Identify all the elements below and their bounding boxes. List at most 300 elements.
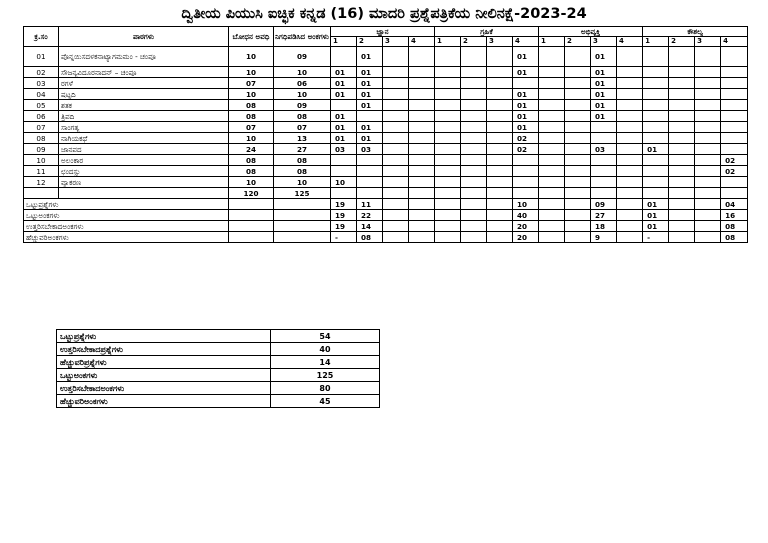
blueprint-cell bbox=[669, 111, 695, 122]
blueprint-cell: 01 bbox=[331, 133, 357, 144]
subcol-2-2: 2 bbox=[461, 37, 487, 47]
blueprint-cell: 01 bbox=[513, 89, 539, 100]
overall-row bbox=[57, 382, 380, 395]
header-row-groups bbox=[24, 27, 748, 37]
blueprint-cell bbox=[383, 155, 409, 166]
empty-cell bbox=[274, 232, 331, 243]
col-teaching-periods: ಬೋಧನ ಅವಧಿ bbox=[229, 27, 274, 47]
row-lesson-name: ತ್ರಿಪದಿ bbox=[59, 111, 229, 122]
overall-value: 80 bbox=[271, 382, 380, 395]
empty-cell bbox=[409, 188, 435, 199]
blueprint-cell bbox=[487, 232, 513, 243]
blueprint-cell: 27 bbox=[591, 210, 617, 221]
blueprint-cell bbox=[461, 100, 487, 111]
blueprint-cell bbox=[643, 78, 669, 89]
blueprint-cell bbox=[565, 199, 591, 210]
blueprint-cell bbox=[591, 155, 617, 166]
row-serial: 10 bbox=[24, 155, 59, 166]
blueprint-cell bbox=[565, 100, 591, 111]
blueprint-cell: 16 bbox=[721, 210, 748, 221]
blueprint-cell: 01 bbox=[513, 111, 539, 122]
blueprint-cell bbox=[669, 155, 695, 166]
blueprint-cell bbox=[383, 232, 409, 243]
subcol-3-3: 3 bbox=[591, 37, 617, 47]
blueprint-cell bbox=[565, 111, 591, 122]
row-marks: 10 bbox=[274, 89, 331, 100]
blueprint-cell: - bbox=[331, 232, 357, 243]
row-periods: 08 bbox=[229, 111, 274, 122]
blueprint-cell bbox=[695, 177, 721, 188]
table-row bbox=[24, 111, 748, 122]
blueprint-cell bbox=[539, 133, 565, 144]
blueprint-cell: 11 bbox=[357, 199, 383, 210]
totals-row bbox=[24, 188, 748, 199]
blueprint-cell bbox=[357, 155, 383, 166]
empty-cell bbox=[24, 188, 59, 199]
blueprint-cell: 01 bbox=[591, 89, 617, 100]
blueprint-cell bbox=[565, 232, 591, 243]
blueprint-cell bbox=[617, 166, 643, 177]
row-serial: 06 bbox=[24, 111, 59, 122]
blueprint-cell bbox=[721, 67, 748, 78]
blueprint-cell bbox=[539, 111, 565, 122]
summary-row bbox=[24, 199, 748, 210]
overall-value: 125 bbox=[271, 369, 380, 382]
row-lesson-name: ಪೊನ್ನಯಿಸದಳಕನಾಟ್ಯಾಗಮಮಂ - ಚಂಪೂ bbox=[59, 47, 229, 67]
blueprint-cell bbox=[331, 47, 357, 67]
empty-cell bbox=[274, 210, 331, 221]
row-lesson-name: ಷಟ್ಪದಿ bbox=[59, 89, 229, 100]
empty-cell bbox=[617, 188, 643, 199]
blueprint-cell: 01 bbox=[357, 89, 383, 100]
row-lesson-name: ಶತಕ bbox=[59, 100, 229, 111]
blueprint-cell: 02 bbox=[513, 133, 539, 144]
blueprint-cell bbox=[669, 78, 695, 89]
blueprint-cell bbox=[695, 210, 721, 221]
empty-cell bbox=[229, 221, 274, 232]
row-serial: 08 bbox=[24, 133, 59, 144]
blueprint-cell bbox=[513, 166, 539, 177]
blueprint-cell bbox=[695, 155, 721, 166]
blueprint-cell bbox=[721, 133, 748, 144]
blueprint-cell: 10 bbox=[331, 177, 357, 188]
blueprint-cell bbox=[357, 177, 383, 188]
blueprint-cell bbox=[695, 67, 721, 78]
row-lesson-name: ಅಲಂಕಾರ bbox=[59, 155, 229, 166]
blueprint-cell bbox=[669, 89, 695, 100]
blueprint-table bbox=[23, 26, 748, 243]
blueprint-cell bbox=[435, 78, 461, 89]
overall-value: 45 bbox=[271, 395, 380, 408]
blueprint-cell bbox=[617, 133, 643, 144]
blueprint-cell bbox=[331, 155, 357, 166]
blueprint-cell bbox=[435, 155, 461, 166]
blueprint-cell bbox=[539, 166, 565, 177]
blueprint-cell bbox=[695, 232, 721, 243]
row-marks: 06 bbox=[274, 78, 331, 89]
blueprint-cell bbox=[617, 78, 643, 89]
blueprint-cell: 08 bbox=[357, 232, 383, 243]
blueprint-cell: 01 bbox=[513, 100, 539, 111]
table-row bbox=[24, 100, 748, 111]
row-periods: 10 bbox=[229, 47, 274, 67]
subcol-4-1: 1 bbox=[643, 37, 669, 47]
blueprint-cell bbox=[669, 221, 695, 232]
blueprint-cell bbox=[539, 122, 565, 133]
empty-cell bbox=[274, 199, 331, 210]
row-serial: 02 bbox=[24, 67, 59, 78]
blueprint-cell bbox=[539, 67, 565, 78]
blueprint-cell bbox=[643, 122, 669, 133]
blueprint-cell: 20 bbox=[513, 232, 539, 243]
blueprint-cell bbox=[669, 100, 695, 111]
row-periods: 08 bbox=[229, 155, 274, 166]
blueprint-cell bbox=[643, 67, 669, 78]
blueprint-cell: 01 bbox=[591, 100, 617, 111]
blueprint-cell bbox=[721, 100, 748, 111]
row-serial: 07 bbox=[24, 122, 59, 133]
blueprint-cell bbox=[695, 100, 721, 111]
summary-table bbox=[56, 329, 380, 408]
blueprint-cell: 03 bbox=[331, 144, 357, 155]
blueprint-cell bbox=[383, 177, 409, 188]
row-lesson-name: ರಗಳೆ bbox=[59, 78, 229, 89]
blueprint-cell bbox=[565, 122, 591, 133]
blueprint-cell bbox=[669, 47, 695, 67]
blueprint-cell bbox=[487, 155, 513, 166]
blueprint-cell bbox=[721, 78, 748, 89]
row-marks: 08 bbox=[274, 111, 331, 122]
table-row bbox=[24, 78, 748, 89]
blueprint-cell: 01 bbox=[357, 100, 383, 111]
blueprint-cell: 03 bbox=[591, 144, 617, 155]
blueprint-cell bbox=[435, 111, 461, 122]
blueprint-cell: 01 bbox=[331, 122, 357, 133]
blueprint-cell: 01 bbox=[357, 47, 383, 67]
group-understanding: ಗ್ರಹಿಕೆ bbox=[435, 27, 539, 37]
row-serial: 12 bbox=[24, 177, 59, 188]
empty-cell bbox=[643, 188, 669, 199]
table-row bbox=[24, 133, 748, 144]
row-periods: 24 bbox=[229, 144, 274, 155]
blueprint-cell: 09 bbox=[591, 199, 617, 210]
blueprint-cell: 02 bbox=[513, 144, 539, 155]
table-row bbox=[24, 47, 748, 67]
blueprint-cell bbox=[617, 122, 643, 133]
blueprint-cell bbox=[383, 133, 409, 144]
blueprint-cell bbox=[695, 89, 721, 100]
empty-cell bbox=[331, 188, 357, 199]
row-periods: 07 bbox=[229, 122, 274, 133]
blueprint-cell bbox=[721, 89, 748, 100]
empty-cell bbox=[487, 188, 513, 199]
blueprint-cell: 22 bbox=[357, 210, 383, 221]
blueprint-cell bbox=[669, 133, 695, 144]
blueprint-cell bbox=[695, 78, 721, 89]
blueprint-cell bbox=[487, 78, 513, 89]
blueprint-cell bbox=[617, 47, 643, 67]
row-marks: 07 bbox=[274, 122, 331, 133]
blueprint-cell bbox=[643, 100, 669, 111]
empty-cell bbox=[461, 188, 487, 199]
blueprint-cell bbox=[409, 155, 435, 166]
blueprint-cell: 01 bbox=[643, 221, 669, 232]
empty-cell bbox=[229, 199, 274, 210]
blueprint-cell bbox=[565, 210, 591, 221]
blueprint-cell bbox=[617, 177, 643, 188]
row-marks: 08 bbox=[274, 166, 331, 177]
row-periods: 10 bbox=[229, 67, 274, 78]
blueprint-cell: 01 bbox=[591, 47, 617, 67]
blueprint-cell bbox=[461, 111, 487, 122]
blueprint-cell bbox=[617, 232, 643, 243]
blueprint-cell bbox=[461, 155, 487, 166]
blueprint-cell bbox=[461, 78, 487, 89]
blueprint-cell bbox=[461, 47, 487, 67]
summary-label: ಉತ್ತರಿಸಬೇಕಾದಅಂಕಗಳು bbox=[24, 221, 229, 232]
blueprint-cell bbox=[487, 100, 513, 111]
row-serial: 01 bbox=[24, 47, 59, 67]
overall-row bbox=[57, 356, 380, 369]
blueprint-cell bbox=[383, 221, 409, 232]
blueprint-cell bbox=[565, 144, 591, 155]
blueprint-cell bbox=[539, 100, 565, 111]
subcol-1-1: 1 bbox=[331, 37, 357, 47]
blueprint-cell bbox=[461, 166, 487, 177]
blueprint-cell bbox=[383, 47, 409, 67]
blueprint-cell bbox=[643, 47, 669, 67]
blueprint-cell bbox=[487, 47, 513, 67]
blueprint-cell bbox=[487, 67, 513, 78]
blueprint-cell bbox=[331, 100, 357, 111]
row-marks: 08 bbox=[274, 155, 331, 166]
empty-cell bbox=[383, 188, 409, 199]
blueprint-cell bbox=[461, 177, 487, 188]
overall-row bbox=[57, 343, 380, 356]
blueprint-cell bbox=[617, 111, 643, 122]
blueprint-cell bbox=[721, 47, 748, 67]
blueprint-cell bbox=[409, 133, 435, 144]
row-periods: 08 bbox=[229, 166, 274, 177]
blueprint-cell bbox=[409, 47, 435, 67]
summary-row bbox=[24, 210, 748, 221]
table-row bbox=[24, 144, 748, 155]
blueprint-cell bbox=[721, 122, 748, 133]
blueprint-cell bbox=[565, 177, 591, 188]
blueprint-cell bbox=[565, 47, 591, 67]
table-row bbox=[24, 177, 748, 188]
blueprint-cell bbox=[409, 100, 435, 111]
blueprint-cell bbox=[383, 100, 409, 111]
blueprint-cell: 08 bbox=[721, 221, 748, 232]
blueprint-cell bbox=[565, 67, 591, 78]
blueprint-cell bbox=[487, 111, 513, 122]
row-serial: 04 bbox=[24, 89, 59, 100]
blueprint-cell bbox=[539, 210, 565, 221]
blueprint-cell: 14 bbox=[357, 221, 383, 232]
blueprint-cell bbox=[695, 47, 721, 67]
blueprint-cell: 03 bbox=[357, 144, 383, 155]
blueprint-cell bbox=[435, 67, 461, 78]
blueprint-cell bbox=[461, 67, 487, 78]
empty-cell bbox=[59, 188, 229, 199]
row-lesson-name: ಜಾನಪದ bbox=[59, 144, 229, 155]
blueprint-cell: 9 bbox=[591, 232, 617, 243]
blueprint-cell: 04 bbox=[721, 199, 748, 210]
subcol-4-3: 3 bbox=[695, 37, 721, 47]
blueprint-cell bbox=[695, 144, 721, 155]
empty-cell bbox=[435, 188, 461, 199]
blueprint-cell bbox=[669, 67, 695, 78]
blueprint-cell: 01 bbox=[331, 111, 357, 122]
subcol-3-2: 2 bbox=[565, 37, 591, 47]
row-serial: 11 bbox=[24, 166, 59, 177]
blueprint-cell bbox=[487, 144, 513, 155]
row-periods: 10 bbox=[229, 89, 274, 100]
blueprint-cell: 01 bbox=[513, 122, 539, 133]
row-lesson-name: ಛಂದಸ್ಸು bbox=[59, 166, 229, 177]
table-row bbox=[24, 89, 748, 100]
group-expression: ಅಭಿವ್ಯಕ್ತಿ bbox=[539, 27, 643, 37]
col-alloted-marks: ನಿಗಧಿಪಡಿಸಿದ ಅಂಕಗಳು bbox=[274, 27, 331, 47]
blueprint-cell: 19 bbox=[331, 199, 357, 210]
subcol-1-4: 4 bbox=[409, 37, 435, 47]
summary-label: ಒಟ್ಟುಪ್ರಶ್ನೆಗಳು bbox=[24, 199, 229, 210]
blueprint-cell bbox=[669, 177, 695, 188]
blueprint-cell bbox=[669, 199, 695, 210]
row-serial: 09 bbox=[24, 144, 59, 155]
blueprint-cell bbox=[695, 166, 721, 177]
overall-row bbox=[57, 330, 380, 343]
blueprint-cell bbox=[461, 89, 487, 100]
blueprint-cell bbox=[487, 210, 513, 221]
blueprint-cell: 02 bbox=[721, 166, 748, 177]
blueprint-cell bbox=[383, 67, 409, 78]
blueprint-cell bbox=[409, 199, 435, 210]
blueprint-cell bbox=[565, 133, 591, 144]
blueprint-cell bbox=[357, 166, 383, 177]
blueprint-cell bbox=[487, 177, 513, 188]
col-lessons: ಪಾಠಗಳು bbox=[59, 27, 229, 47]
overall-value: 54 bbox=[271, 330, 380, 343]
summary-row bbox=[24, 232, 748, 243]
blueprint-cell bbox=[643, 166, 669, 177]
blueprint-cell: 01 bbox=[513, 67, 539, 78]
blueprint-cell bbox=[539, 232, 565, 243]
blueprint-cell bbox=[409, 78, 435, 89]
row-lesson-name: ವ್ಯಾಕರಣ bbox=[59, 177, 229, 188]
blueprint-cell bbox=[435, 232, 461, 243]
blueprint-cell bbox=[513, 155, 539, 166]
row-periods: 08 bbox=[229, 100, 274, 111]
blueprint-cell bbox=[409, 122, 435, 133]
empty-cell bbox=[669, 188, 695, 199]
overall-label: ಒಟ್ಟುಪ್ರಶ್ನೆಗಳು bbox=[57, 330, 271, 343]
blueprint-cell bbox=[643, 155, 669, 166]
blueprint-cell bbox=[617, 89, 643, 100]
blueprint-cell: 01 bbox=[591, 67, 617, 78]
blueprint-cell bbox=[409, 144, 435, 155]
blueprint-cell bbox=[461, 133, 487, 144]
blueprint-cell bbox=[721, 177, 748, 188]
blueprint-cell: 01 bbox=[331, 89, 357, 100]
overall-label: ಉತ್ತರಿಸಬೇಕಾದಅಂಕಗಳು bbox=[57, 382, 271, 395]
row-marks: 10 bbox=[274, 177, 331, 188]
row-lesson-name: ಸೌಜನ್ಯವಿದೂರನಾದನ್ – ಚಂಪೂ bbox=[59, 67, 229, 78]
blueprint-cell: 08 bbox=[721, 232, 748, 243]
blueprint-cell bbox=[435, 221, 461, 232]
overall-value: 40 bbox=[271, 343, 380, 356]
blueprint-cell bbox=[409, 210, 435, 221]
blueprint-cell bbox=[383, 199, 409, 210]
group-skill: ಕೌಶಲ್ಯ bbox=[643, 27, 748, 37]
blueprint-cell bbox=[695, 111, 721, 122]
total-marks: 125 bbox=[274, 188, 331, 199]
blueprint-cell bbox=[591, 177, 617, 188]
row-marks: 09 bbox=[274, 47, 331, 67]
empty-cell bbox=[721, 188, 748, 199]
table-row bbox=[24, 166, 748, 177]
blueprint-cell: - bbox=[643, 232, 669, 243]
blueprint-cell: 01 bbox=[591, 111, 617, 122]
blueprint-cell bbox=[669, 210, 695, 221]
blueprint-cell: 20 bbox=[513, 221, 539, 232]
blueprint-cell bbox=[617, 210, 643, 221]
blueprint-cell bbox=[695, 133, 721, 144]
blueprint-cell: 01 bbox=[643, 144, 669, 155]
blueprint-cell bbox=[565, 166, 591, 177]
blueprint-cell bbox=[487, 89, 513, 100]
blueprint-cell bbox=[487, 133, 513, 144]
empty-cell bbox=[274, 221, 331, 232]
summary-row bbox=[24, 221, 748, 232]
blueprint-cell bbox=[435, 177, 461, 188]
empty-cell bbox=[695, 188, 721, 199]
row-marks: 27 bbox=[274, 144, 331, 155]
blueprint-cell bbox=[435, 89, 461, 100]
empty-cell bbox=[591, 188, 617, 199]
blueprint-cell bbox=[539, 199, 565, 210]
subcol-2-3: 3 bbox=[487, 37, 513, 47]
blueprint-cell bbox=[617, 144, 643, 155]
blueprint-cell bbox=[565, 155, 591, 166]
subcol-3-4: 4 bbox=[617, 37, 643, 47]
overall-label: ಉತ್ತರಿಸಬೇಕಾದಪ್ರಶ್ನೆಗಳು bbox=[57, 343, 271, 356]
row-marks: 09 bbox=[274, 100, 331, 111]
blueprint-cell: 01 bbox=[357, 122, 383, 133]
blueprint-cell bbox=[487, 166, 513, 177]
blueprint-cell: 40 bbox=[513, 210, 539, 221]
empty-cell bbox=[565, 188, 591, 199]
blueprint-cell bbox=[591, 166, 617, 177]
blueprint-cell bbox=[539, 177, 565, 188]
blueprint-cell: 01 bbox=[591, 78, 617, 89]
blueprint-cell bbox=[383, 78, 409, 89]
empty-cell bbox=[539, 188, 565, 199]
empty-cell bbox=[513, 188, 539, 199]
blueprint-cell: 02 bbox=[721, 155, 748, 166]
row-periods: 10 bbox=[229, 133, 274, 144]
blueprint-cell bbox=[461, 210, 487, 221]
blueprint-cell bbox=[695, 221, 721, 232]
blueprint-cell bbox=[461, 199, 487, 210]
overall-label: ಹೆಚ್ಚುವರಿಪ್ರಶ್ನೆಗಳು bbox=[57, 356, 271, 369]
blueprint-cell bbox=[669, 122, 695, 133]
blueprint-cell bbox=[591, 133, 617, 144]
blueprint-cell bbox=[435, 133, 461, 144]
row-periods: 10 bbox=[229, 177, 274, 188]
blueprint-cell bbox=[617, 221, 643, 232]
